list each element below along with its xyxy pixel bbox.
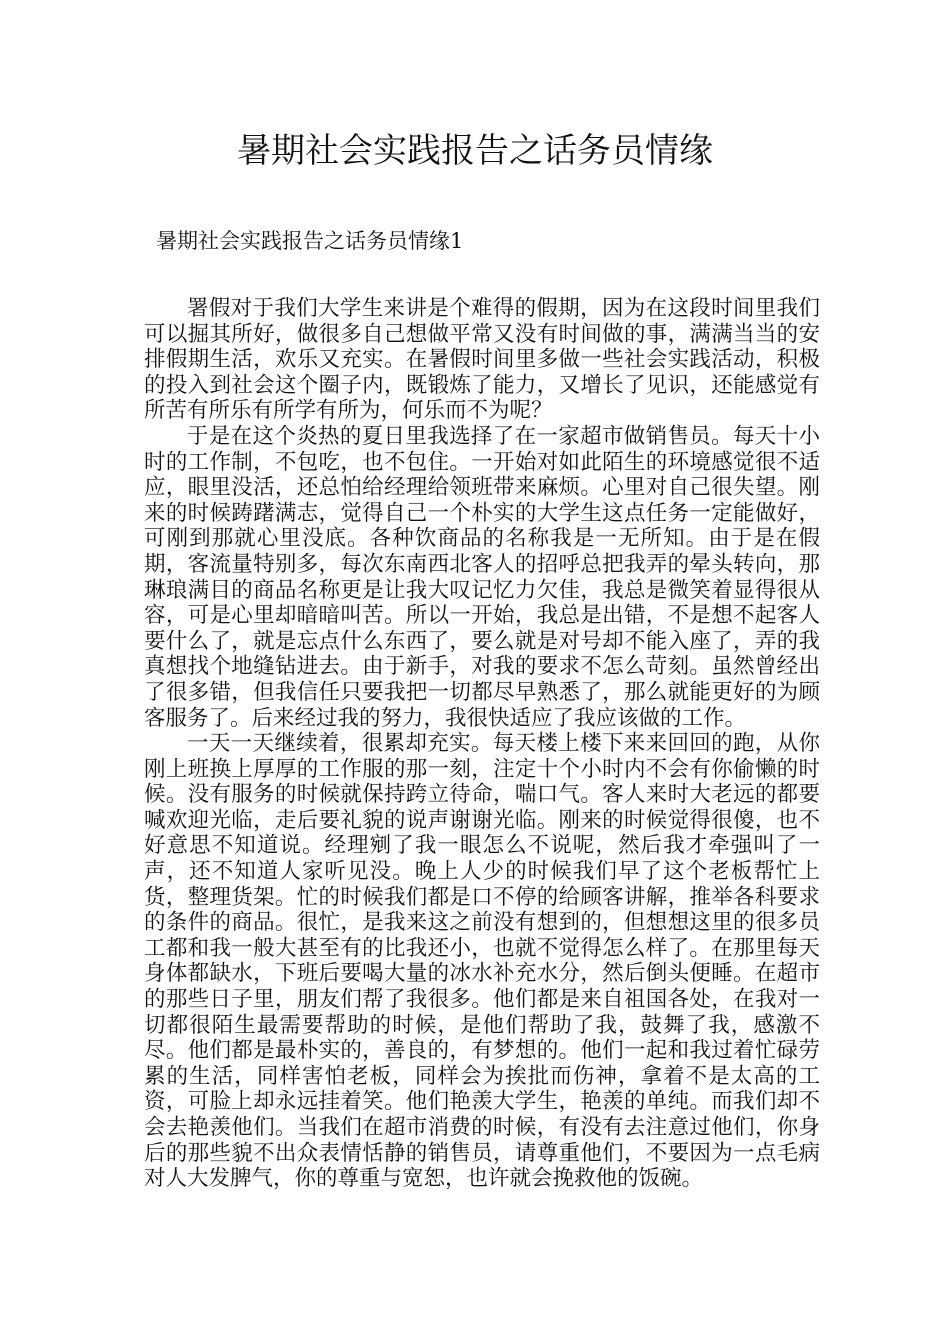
document-body — [144, 296, 820, 1192]
paragraph-3: 一天一天继续着，很累却充实。每天楼上楼下来来回回的跑，从你刚上班换上厚厚的工作服的那一刻，注定十个小时内不会有你偷懒的时候。没有服务的时候就保持跨立待命，喘口气。客人来时大老远的都要喊欢迎光临，走后要礼貌的说声谢谢光临。刚来的时候觉得很傻，也不好意思不知道说。经理剜了我一眼怎么不说呢，然后我才牵强叫了一声，还不知道人家听见没。晚上人少的时候我们早了这个老板帮忙上货，整理货架。忙的时候我们都是口不停的给顾客讲解，推举各科要求的条件的商品。很忙，是我来这之前没有想到的，但想想这里的很多员工都和我一般大甚至有的比我还小，也就不觉得怎么样了。在那里每天身体都缺水，下班后要喝大量的冰水补充水分，然后倒头便睡。在超市的那些日子里，朋友们帮了我很多。他们都是来自祖国各处，在我对一切都很陌生最需要帮助的时候，是他们帮助了我，鼓舞了我，感激不尽。他们都是最朴实的，善良的，有梦想的。他们一起和我过着忙碌劳累的生活，同样害怕老板，同样会为挨批而伤神，拿着不是太高的工资，可脸上却永远挂着笑。他们艳羡大学生，艳羡的单纯。而我们却不会去艳羡他们。当我们在超市消费的时候，有没有去注意过他们，你身后的那些貌不出众表情恬静的销售员，请尊重他们，不要因为一点毛病对人大发脾气，你的尊重与宽恕，也许就会挽救他的饭碗。 — [144, 731, 820, 1192]
paragraph-1: 署假对于我们大学生来讲是个难得的假期，因为在这段时间里我们可以掘其所好，做很多自己想做平常又没有时间做的事，满满当当的安排假期生活，欢乐又充实。在暑假时间里多做一些社会实践活动，积极的投入到社会这个圈子内，既锻炼了能力，又增长了见识，还能感觉有所苦有所乐有所学有所为，何乐而不为呢？ — [144, 296, 820, 424]
document-title: 暑期社会实践报告之话务员情缘 — [237, 131, 713, 171]
paragraph-2: 于是在这个炎热的夏日里我选择了在一家超市做销售员。每天十小时的工作制，不包吃，也不包住。一开始对如此陌生的环境感觉很不适应，眼里没活，还总怕给经理给领班带来麻烦。心里对自己很失望。刚来的时候踌躇满志，觉得自己一个朴实的大学生这点任务一定能做好，可刚到那就心里没底。各种饮商品的名称我是一无所知。由于是在假期，客流量特别多，每次东南西北客人的招呼总把我弄的晕头转向，那琳琅满目的商品名称更是让我大叹记忆力欠佳，我总是微笑着显得很从容，可是心里却暗暗叫苦。所以一开始，我总是出错，不是想不起客人要什么了，就是忘点什么东西了，要么就是对号却不能入座了，弄的我真想找个地缝钻进去。由于新手，对我的要求不怎么苛刻。虽然曾经出了很多错，但我信任只要我把一切都尽早熟悉了，那么就能更好的为顾客服务了。后来经过我的努力，我很快适应了我应该做的工作。 — [144, 423, 820, 731]
document-subtitle: 暑期社会实践报告之话务员情缘1 — [156, 229, 464, 253]
